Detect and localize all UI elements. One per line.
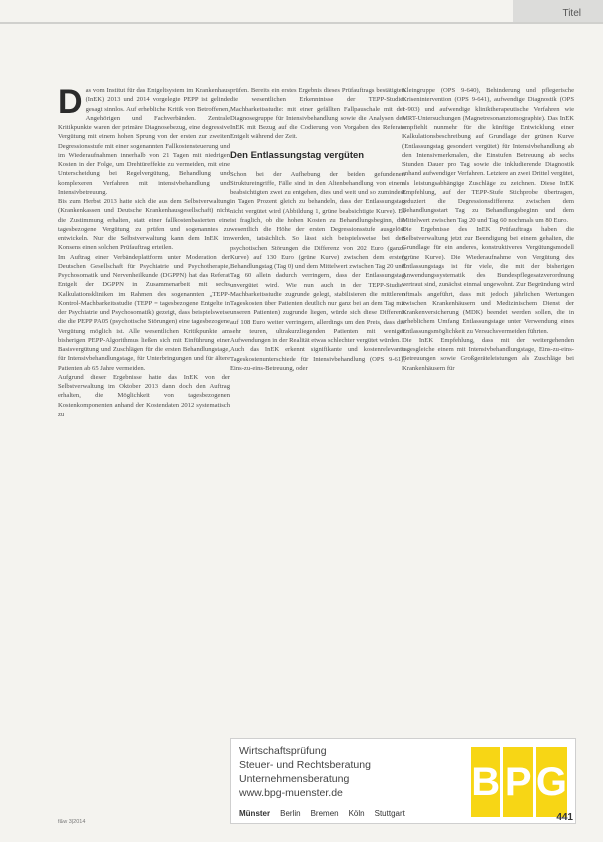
text-column-1 bbox=[58, 83, 230, 419]
ad-website-link[interactable]: www.bpg-muenster.de bbox=[239, 787, 343, 799]
logo-letter: B bbox=[471, 747, 500, 817]
city: Stuttgart bbox=[374, 809, 405, 818]
ad-line-2: Steuer- und Rechtsberatung bbox=[239, 759, 371, 771]
city: Berlin bbox=[280, 809, 301, 818]
logo-letter: P bbox=[503, 747, 532, 817]
city: Bremen bbox=[310, 809, 339, 818]
bpg-logo bbox=[471, 747, 567, 817]
paragraph: Im Auftrag einer Verbändeplattform unter Moderation der Deutschen Gesellschaft für Psychiatrie und Psychotherapie, Psychosomatik und Nervenheilkunde (DGPPN) hat das Referat Entgelt der DGPPN in Zusammenarbeit mit sechs Kalkulationskliniken im Rahmen des sogenannten „TEPP-Kontrol-Machbarkeitsstudie (TEPP = tagesbezogene Entgelte in der Psychiatrie und Psychosomatik) gezeigt, dass beispielsweise die die PEPP PA05 (psychotische Störungen) eine tagesbezogene Vergütung möglich ist. Alle wesentlichen Kritikpunkte am bisherigen PEPP-Algorithmus ließen sich mit Einführung einer Basisvergütung und Zuschlägen für die ersten Behandlungstage, für Intensivbehandlungstage, für Unterbringungen und für ältere Patienten ab 65 Jahre vermeiden. bbox=[58, 253, 230, 372]
issue-label: f&w 3|2014 bbox=[58, 819, 86, 825]
drop-cap: D bbox=[58, 83, 83, 121]
paragraph: Aufgrund dieser Ergebnisse hatte das InEK von der Selbstverwaltung im Oktober 2013 dann doch den Auftrag erhalten, die Möglichkeit von tagesbezogenen Kostenkomponenten anhand der Kostendaten 2012 systematisch zu bbox=[58, 373, 230, 418]
section-tab bbox=[513, 0, 603, 22]
paragraph: Kleingruppe (OPS 9-640), Behinderung und pflegerische Krisenintervention (OPS 9-641), aufwendige Diagnostik (OPS 1-903) und aufwendige kliniktherapeutische Verfahren wie MRT-Untersuchungen (Magnetresonanztomographie). Das InEK empfiehlt nunmehr für die künftige Entwicklung einer Kalkulationsbeschreibung auf Grundlage der grünen Kurve (Entlassungstag gesondert vergütet) für Intensivbehandlung ab den Intensivmerkmalen, die Einstufen Betreuung ab sechs Stunden Dauer pro Tag sowie die inkludierende Diagnostik anhand aufwendiger Verfahren. Letztere an zwei Drittel vergütet, als leistungsabhängige Zuschläge zu zeichnen. Diese InEK Empfehlung, auf der TEPP-Stufe Stichprobe übertragen, reduziert die Degressionsdifferenz zwischen dem Behandlungsstart Tag zu Behandlungsbeginn und dem Mittelwert zwischen Tag 20 und Tag 60 nochmals um 80 Euro. bbox=[402, 87, 574, 224]
text-column-2 bbox=[230, 86, 405, 373]
paragraph: Schon bei der Aufhebung der beiden gefundenen Struktureingriffe, Fälle sind in den Altenbehandlung von einem beabsichtigten zwei zu entgehen, dies und weit und so zumindest in Tagen Prozent gleich zu behandeln, dass der Entlassungstag nicht vergütet wird (Abbildung 1, grüne beabsichtigte Kurve). Es ist fraglich, ob die hohen Kosten zu Behandlungsbeginn, die wesentlich die Höhe der ersten Degressionsstufe ausgelöst werden, tatsächlich. So lässt sich beispielsweise bei den psychotischen Störungen die Differenz von 202 Euro (ganze Kurve) auf 130 Euro (grüne Kurve) zwischen dem ersten Behandlungstag (Tag 0) und dem Mittelwert zwischen Tag 20 und Tag 60 allein dadurch verringern, dass der Entlassungstag unvergütet wird. Wie nun auch in der TEPP-Studie-Machbarkeitsstudie zugrunde gelegt, stabilisieren die mittleren Tageskosten über Patienten deutlich nur ganz bei an dem Tag mit unseren Patienten) zugrunde liegen, würde sich diese Differenz auf 108 Euro weiter verringern, allerdings um den Preis, dass die sehr teuren, ultrakurzliegenden Patienten mit weniger Aufwendungen in der Realität etwas schlechter vergütet würden. bbox=[230, 170, 405, 344]
section-label: Titel bbox=[562, 8, 581, 19]
ad-line-1: Wirtschaftsprüfung bbox=[239, 745, 327, 757]
advertisement bbox=[230, 738, 576, 824]
header-rule bbox=[0, 22, 603, 24]
paragraph: prüfen. Bereits ein erstes Ergebnis dieses Prüfauftrags bestätigten die wesentlichen Erkenntnisse der TEPP-Studie: Machbarkeitsstudie: mit einer gefällten Fallpauschale mit der Diagnosegruppe für Intensivbehandlung sowie die Analysen des InEK mit Bezug auf die Codierung von Vorgaben des Referats Entgelt während der Zeit. bbox=[230, 87, 405, 141]
ad-cities bbox=[239, 809, 415, 818]
logo-letter: G bbox=[536, 747, 567, 817]
paragraph bbox=[58, 83, 230, 197]
paragraph: Auch das InEK erkennt signifikante und kostenrelevante Tageskostenunterschiede für Intensivbehandlung (OPS 9-61), Eins-zu-eins-Betreuung, oder bbox=[230, 346, 405, 372]
paragraph-text: as vom Institut für das Entgeltsystem im Krankenhaus (InEK) 2013 und 2014 vorgelegte PEPP ist gelinde gesagt sinnlos. Auf erhebliche Kritik von Betroffenen, Angehörigen und Fachverbänden. Zentrale Kritikpunkte waren der primäre Diagnosebezug, eine degressive Vergütung mit einem hohen Sprung von der ersten zur zweiten Degressionsstufe mit einer sogenannten Fallkostensteuerung und im Wiederaufnahmen innerhalb von 21 Tagen mit niedrigen Kosten in der Folge, um Drehtüreffekte zu vermeiden, mit eine Unterscheidung bei Regelvergütung, Behandlung und komplexeren Verfahren mit intensivbehandlung und Intensivbetreuung. bbox=[58, 87, 230, 196]
paragraph: Die InEK Empfehlung, dass mit der weitergehenden tagesgleiche einem mit Intensivbehandlungstage, Eins-zu-eins-Betreuungen sowie Großgeräteleistungen als Zuschläge bei Krankenhäusern für bbox=[402, 336, 574, 372]
city: Köln bbox=[348, 809, 365, 818]
ad-line-3: Unternehmensberatung bbox=[239, 773, 350, 785]
text-column-3 bbox=[402, 86, 574, 373]
subheading: Den Entlassungstag vergüten bbox=[230, 149, 365, 161]
paragraph: Bis zum Herbst 2013 hatte sich die aus dem Selbstverwaltung (Krankenkassen und Deutsche Krankenhausgesellschaft) nicht die Zustimmung erhalten, statt einer fallkostenbasierten eine tagesbezogene Vergütung zu prüfen und sogenanntes zu entwickeln. Nur die Selbstverwaltung kann dem InEK im Konsens einen solchen Prüfauftrag erteilen. bbox=[58, 198, 230, 252]
paragraph: Die Ergebnisse des InEK Prüfauftrags haben die Selbstverwaltung jetzt zur Beendigung bei einem gehalten, die Grundlage für ein anderes, konstruktiveres Vergütungsmodell (grüne Kurve). Die Wiederaufnahme von Vergütung des Entlassungstags ist für viele, die mit der bisherigen Anwendungssystematik des Bundespflegesatzverordnung vertraut sind, zunächst einmal ungewohnt. Zur Begründung wird oftmals angeführt, dass mit jedoch jährlichen Wertungen zwischen Krankenhäusern und Medizinischem Dienst der Krankenversicherung (MDK) beendet werden sollen, die in erheblichem Umfang Entlassungstage unter Verwendung eines Entlassungsmöglichkeit zu Versuchsvermeiden führten. bbox=[402, 225, 574, 335]
city: Münster bbox=[239, 809, 271, 818]
page-number: 441 bbox=[556, 812, 573, 823]
